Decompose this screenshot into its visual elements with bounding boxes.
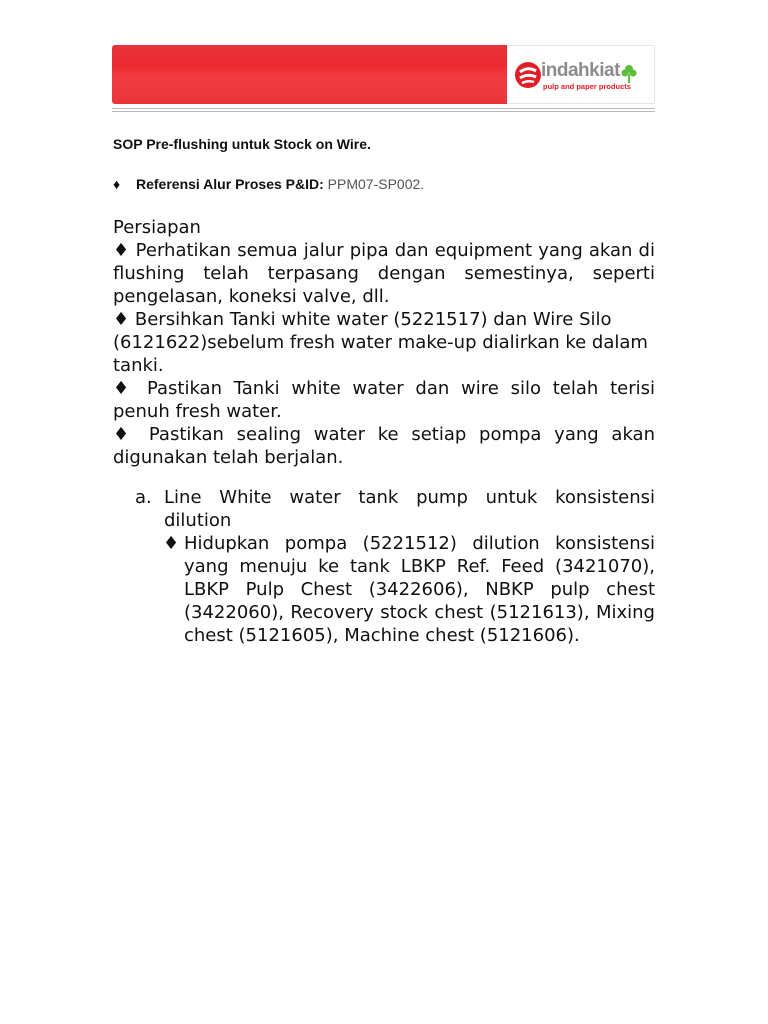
- header-rule-top: [112, 108, 655, 109]
- reference-value: PPM07-SP002.: [327, 176, 425, 192]
- list-item: [163, 532, 655, 647]
- sop-title: SOP Pre-flushing untuk Stock on Wire.: [113, 136, 371, 152]
- document-header: [112, 45, 655, 104]
- persiapan-section: [113, 216, 655, 469]
- leaf-icon: [621, 64, 637, 84]
- logo-tagline: pulp and paper products: [543, 82, 631, 91]
- header-rule-bottom: [112, 111, 655, 112]
- diamond-bullet-icon: ♦: [163, 533, 180, 554]
- section-heading: Persiapan: [113, 217, 201, 238]
- diamond-bullet-icon: ♦: [113, 309, 130, 330]
- logo-mark-icon: [514, 61, 542, 89]
- list-item: [113, 423, 655, 469]
- list-item-text: Pastikan Tanki white water dan wire silo telah terisi penuh fresh water.: [113, 378, 655, 422]
- section-a-title: Line White water tank pump untuk konsistensi dilution: [164, 487, 655, 531]
- logo-wordmark: indahkiat: [541, 60, 620, 81]
- list-item: [113, 308, 655, 377]
- section-letter: a.: [135, 487, 152, 508]
- header-red-banner: [112, 45, 507, 104]
- reference-label: Referensi Alur Proses P&ID:: [136, 176, 324, 192]
- list-item-text: Bersihkan Tanki white water (5221517) dan Wire Silo (6121622)sebelum fresh water make-up dialirkan ke dalam tanki.: [113, 309, 648, 376]
- list-item: [113, 377, 655, 423]
- list-item-text: Hidupkan pompa (5221512) dilution konsistensi yang menuju ke tank LBKP Ref. Feed (3421070), LBKP Pulp Chest (3422606), NBKP pulp chest (3422060), Recovery stock chest (5121613), Mixing chest (5121605), Machine chest (5121606).: [184, 533, 655, 646]
- reference-line: [113, 176, 424, 192]
- diamond-bullet-icon: ♦: [113, 240, 130, 261]
- diamond-bullet-icon: ♦: [113, 424, 137, 445]
- section-a: [135, 486, 655, 647]
- list-item-text: Perhatikan semua jalur pipa dan equipment yang akan di flushing telah terpasang dengan semestinya, seperti pengelasan, koneksi valve, dll.: [113, 240, 655, 307]
- diamond-bullet-icon: ♦: [113, 176, 121, 192]
- list-item-text: Pastikan sealing water ke setiap pompa yang akan digunakan telah berjalan.: [113, 424, 655, 468]
- diamond-bullet-icon: ♦: [113, 378, 136, 399]
- list-item: [113, 239, 655, 308]
- company-logo: [507, 45, 655, 104]
